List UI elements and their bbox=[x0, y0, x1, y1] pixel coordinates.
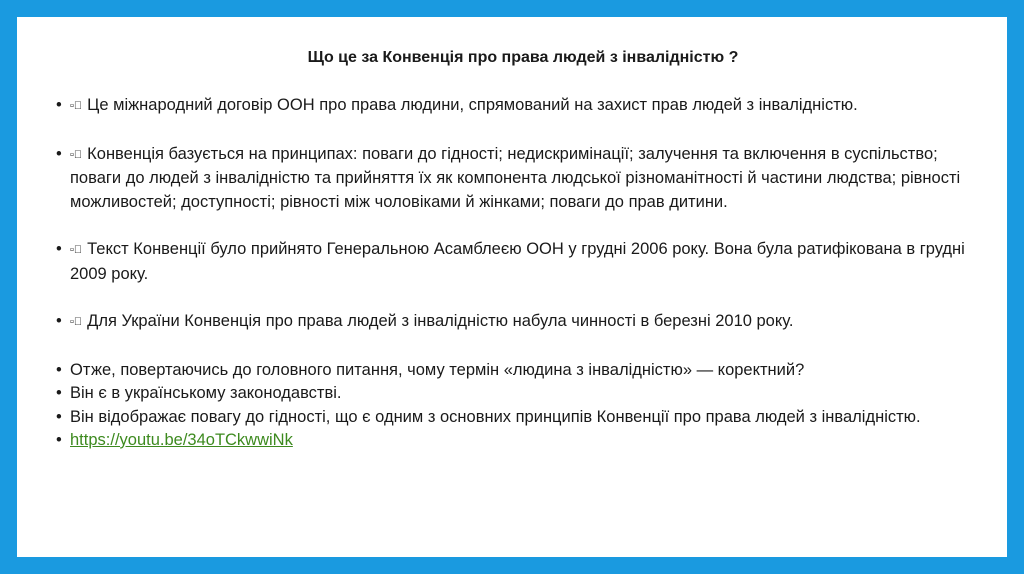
bullet-icon: • bbox=[56, 312, 62, 330]
placeholder-box-icon: ▫⃞ bbox=[70, 244, 83, 256]
placeholder-box-icon: ▫⃞ bbox=[70, 316, 83, 328]
slide bbox=[17, 17, 1007, 557]
bullet-icon: • bbox=[56, 96, 62, 114]
list-item-text: Текст Конвенції було прийнято Генеральною Асамблеєю ООН у грудні 2006 року. Вона була ратифікована в грудні 2009 року. bbox=[70, 240, 965, 283]
list-item bbox=[56, 359, 976, 383]
bullet-icon: • bbox=[56, 144, 62, 163]
list-item bbox=[56, 94, 976, 119]
bullet-icon: • bbox=[56, 360, 62, 379]
slide-title: Що це за Конвенція про права людей з інвалідністю ? bbox=[307, 49, 739, 66]
list-item-text: Отже, повертаючись до головного питання, чому термін «людина з інвалідністю» — коректний? bbox=[70, 360, 805, 379]
list-item bbox=[56, 382, 976, 406]
bullet-icon: • bbox=[56, 240, 62, 258]
placeholder-box-icon: ▫⃞ bbox=[70, 148, 83, 161]
list-item-text: Конвенція базується на принципах: поваги до гідності; недискримінації; залучення та включення в суспільство; поваги до людей з інвалідністю та прийняття їх як компонента людської різноманітності й частини людства; рівності можливостей; доступності; рівності між чоловіками й жінками; поваги до прав дитини. bbox=[70, 144, 961, 211]
bullet-icon: • bbox=[56, 384, 62, 402]
list-item-text: Він є в українському законодавстві. bbox=[70, 384, 342, 402]
list-item bbox=[56, 310, 976, 335]
bullet-list bbox=[56, 94, 976, 453]
video-link[interactable]: https://youtu.be/34oTCkwwiNk bbox=[70, 431, 293, 449]
list-item bbox=[56, 143, 976, 215]
list-item-text: Для України Конвенція про права людей з інвалідністю набула чинності в березні 2010 року. bbox=[87, 312, 794, 330]
list-item-text: Він відображає повагу до гідності, що є одним з основних принципів Конвенції про права людей з інвалідністю. bbox=[70, 407, 921, 426]
list-item bbox=[56, 429, 976, 453]
bullet-icon: • bbox=[56, 407, 62, 426]
list-item-text: Це міжнародний договір ООН про права людини, спрямований на захист прав людей з інвалідністю. bbox=[87, 96, 858, 114]
bullet-icon: • bbox=[56, 431, 62, 449]
list-item bbox=[56, 238, 976, 286]
list-item bbox=[56, 406, 976, 430]
placeholder-box-icon: ▫⃞ bbox=[70, 100, 83, 112]
